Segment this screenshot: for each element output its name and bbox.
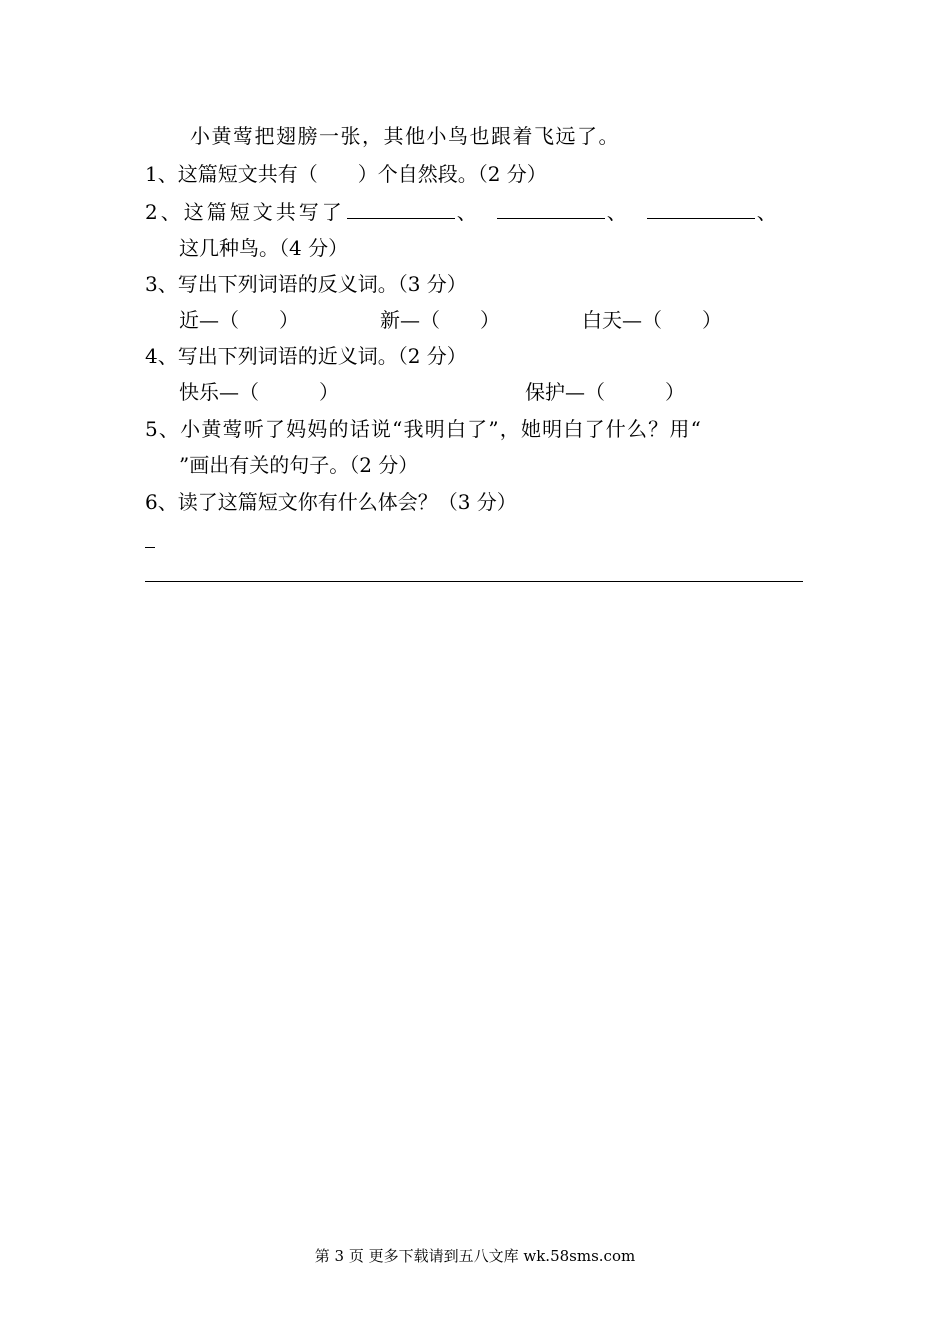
question-2-line-1 [145, 200, 777, 224]
separator: 、 [756, 200, 777, 224]
question-6: 6、读了这篇短文你有什么体会？（3 分） [145, 490, 517, 514]
answer-blank-1[interactable] [347, 200, 455, 219]
antonym-item-1: 近—（ ） [179, 308, 299, 332]
separator: 、 [456, 200, 477, 224]
question-5-line-2: ”画出有关的句子。（2 分） [179, 453, 419, 477]
answer-blank-3[interactable] [647, 200, 755, 219]
synonym-item-2: 保护—（ ） [525, 380, 685, 404]
antonym-item-2: 新—（ ） [380, 308, 500, 332]
question-2-line-2: 这几种鸟。（4 分） [179, 236, 349, 260]
synonym-item-1: 快乐—（ ） [179, 380, 339, 404]
separator: 、 [606, 200, 627, 224]
page-footer: 第 3 页 更多下载请到五八文库 wk.58sms.com [314, 1247, 636, 1265]
antonym-item-3: 白天—（ ） [582, 308, 722, 332]
answer-line-start [145, 547, 155, 548]
question-2-prefix: 2、这篇短文共写了 [145, 200, 345, 224]
story-last-sentence: 小黄莺把翅膀一张，其他小鸟也跟着飞远了。 [190, 124, 620, 148]
question-5-line-1: 5、小黄莺听了妈妈的话说“我明白了”，她明白了什么？用“ [145, 417, 702, 441]
question-3-prompt: 3、写出下列词语的反义词。（3 分） [145, 272, 467, 296]
answer-line[interactable] [145, 581, 803, 582]
question-4-prompt: 4、写出下列词语的近义词。（2 分） [145, 344, 467, 368]
answer-blank-2[interactable] [497, 200, 605, 219]
question-1: 1、这篇短文共有（ ）个自然段。（2 分） [145, 162, 547, 186]
